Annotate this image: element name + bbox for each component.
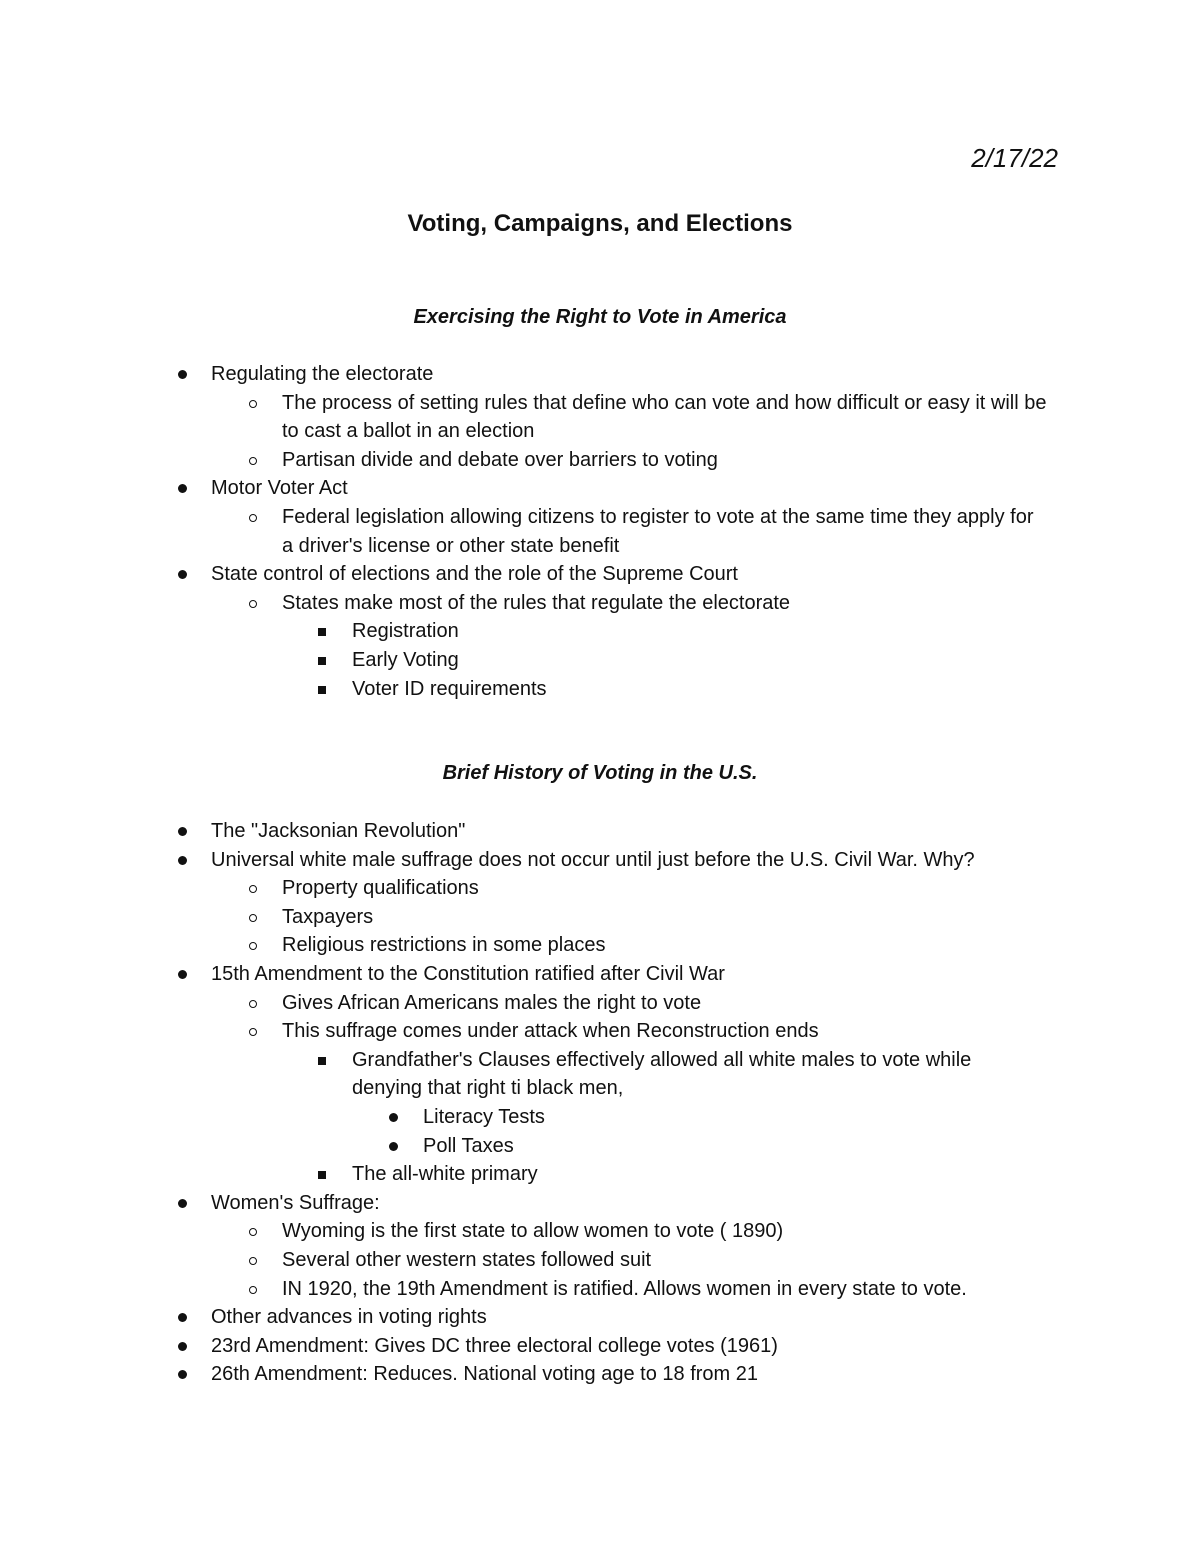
square-bullet-icon <box>318 1057 326 1065</box>
square-bullet-icon <box>318 628 326 636</box>
section-1-outline <box>0 360 1200 703</box>
list-item: Literacy Tests <box>0 1103 1200 1132</box>
list-item: The "Jacksonian Revolution" <box>0 817 1200 846</box>
hollow-circle-bullet-icon <box>249 1257 257 1265</box>
hollow-circle-bullet-icon <box>249 1000 257 1008</box>
filled-circle-bullet-icon <box>178 970 187 979</box>
filled-circle-bullet-icon <box>178 856 187 865</box>
list-item: 26th Amendment: Reduces. National voting age to 18 from 21 <box>0 1360 1200 1389</box>
section-heading-exercising-right-to-vote: Exercising the Right to Vote in America <box>413 306 787 328</box>
list-item: Women's Suffrage: <box>0 1189 1200 1218</box>
filled-circle-bullet-icon <box>178 570 187 579</box>
filled-circle-bullet-icon <box>178 827 187 836</box>
hollow-circle-bullet-icon <box>249 914 257 922</box>
list-item: Registration <box>0 617 1200 646</box>
list-item: 23rd Amendment: Gives DC three electoral college votes (1961) <box>0 1332 1200 1361</box>
list-item: IN 1920, the 19th Amendment is ratified. Allows women in every state to vote. <box>0 1275 1200 1304</box>
hollow-circle-bullet-icon <box>249 1286 257 1294</box>
document-title: Voting, Campaigns, and Elections <box>407 210 793 237</box>
hollow-circle-bullet-icon <box>249 514 257 522</box>
list-item: Partisan divide and debate over barriers to voting <box>0 446 1200 475</box>
filled-circle-bullet-icon <box>178 1370 187 1379</box>
filled-circle-bullet-icon <box>178 1199 187 1208</box>
filled-circle-bullet-icon <box>389 1113 398 1122</box>
list-item: Early Voting <box>0 646 1200 675</box>
list-item: The process of setting rules that define who can vote and how difficult or easy it will be to cast a ballot in an election <box>0 389 1200 446</box>
square-bullet-icon <box>318 686 326 694</box>
list-item: Other advances in voting rights <box>0 1303 1200 1332</box>
hollow-circle-bullet-icon <box>249 457 257 465</box>
list-item: Gives African Americans males the right to vote <box>0 989 1200 1018</box>
square-bullet-icon <box>318 657 326 665</box>
section-2-outline <box>0 817 1200 1389</box>
hollow-circle-bullet-icon <box>249 400 257 408</box>
list-item: This suffrage comes under attack when Reconstruction ends <box>0 1017 1200 1046</box>
hollow-circle-bullet-icon <box>249 885 257 893</box>
square-bullet-icon <box>318 1171 326 1179</box>
list-item: State control of elections and the role of the Supreme Court <box>0 560 1200 589</box>
hollow-circle-bullet-icon <box>249 942 257 950</box>
hollow-circle-bullet-icon <box>249 1028 257 1036</box>
list-item: The all-white primary <box>0 1160 1200 1189</box>
list-item: Federal legislation allowing citizens to register to vote at the same time they apply for a driver's license or other state benefit <box>0 503 1200 560</box>
list-item: Universal white male suffrage does not occur until just before the U.S. Civil War. Why? <box>0 846 1200 875</box>
list-item: Wyoming is the first state to allow women to vote ( 1890) <box>0 1217 1200 1246</box>
list-item: Voter ID requirements <box>0 675 1200 704</box>
list-item: Several other western states followed suit <box>0 1246 1200 1275</box>
list-item: Property qualifications <box>0 874 1200 903</box>
filled-circle-bullet-icon <box>178 370 187 379</box>
list-item: Taxpayers <box>0 903 1200 932</box>
filled-circle-bullet-icon <box>178 1313 187 1322</box>
filled-circle-bullet-icon <box>178 484 187 493</box>
list-item: Religious restrictions in some places <box>0 931 1200 960</box>
filled-circle-bullet-icon <box>389 1142 398 1151</box>
document-date: 2/17/22 <box>971 143 1058 173</box>
list-item: Poll Taxes <box>0 1132 1200 1161</box>
list-item: States make most of the rules that regulate the electorate <box>0 589 1200 618</box>
list-item: 15th Amendment to the Constitution ratified after Civil War <box>0 960 1200 989</box>
list-item: Regulating the electorate <box>0 360 1200 389</box>
list-item: Grandfather's Clauses effectively allowed all white males to vote while denying that right ti black men, <box>0 1046 1200 1103</box>
hollow-circle-bullet-icon <box>249 1228 257 1236</box>
list-item: Motor Voter Act <box>0 474 1200 503</box>
filled-circle-bullet-icon <box>178 1342 187 1351</box>
section-heading-brief-history: Brief History of Voting in the U.S. <box>442 762 758 784</box>
hollow-circle-bullet-icon <box>249 600 257 608</box>
